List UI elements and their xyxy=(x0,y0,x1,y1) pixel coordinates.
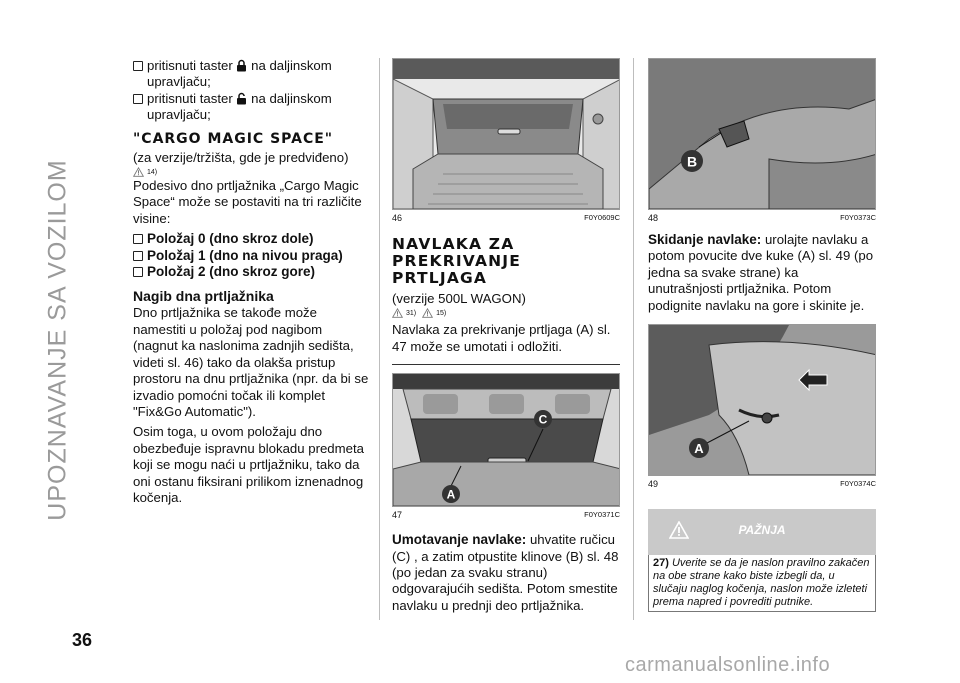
figure-46 xyxy=(392,58,620,210)
warning-box xyxy=(648,509,876,612)
luggage-cover-illustration xyxy=(393,374,620,506)
column-2 xyxy=(392,58,620,614)
column-3 xyxy=(648,58,876,612)
column-divider xyxy=(633,58,634,620)
figure-49-caption: 49 F0Y0374C xyxy=(648,479,876,490)
label-c: C xyxy=(538,412,548,427)
lock-closed-icon xyxy=(236,59,247,72)
warning-references: 31) 15) xyxy=(392,307,620,319)
position-item: Položaj 2 (dno skroz gore) xyxy=(133,264,369,280)
checkbox-icon xyxy=(133,251,143,261)
warning-header xyxy=(648,509,876,555)
tilt-paragraph-2: Osim toga, u ovom položaju dno obezbeđuje ispravnu blokadu predmeta koji se mogu naći u prtljažniku, tako da oni ostanu fiksirani prilikom iznenadnog kočenja. xyxy=(133,424,364,505)
label-b: B xyxy=(686,153,698,170)
label-a: A xyxy=(446,487,456,502)
warning-triangle-icon xyxy=(392,308,403,318)
figure-47 xyxy=(392,373,620,507)
checkbox-icon xyxy=(133,267,143,277)
checkbox-icon xyxy=(133,94,143,104)
roll-up-paragraph: Umotavanje navlake: uhvatite ručicu (C) , a zatim otpustite klinove (B) sl. 48 (po jedan za svaku stranu) odgovarajućih sedišta. Potom smestite navlaku u prednji deo prtljažnika. xyxy=(392,532,619,613)
figure-48 xyxy=(648,58,876,210)
position-item: Položaj 0 (dno skroz dole) xyxy=(133,231,369,247)
cargo-paragraph-1: Podesivo dno prtljažnika „Cargo Magic Space“ može se postaviti na tri različite visine: xyxy=(133,178,362,226)
cargo-magic-space-subtitle: (za verzije/tržišta, gde je predviđeno) xyxy=(133,149,349,165)
position-list xyxy=(133,231,369,280)
cover-paragraph-1: Navlaka za prekrivanje prtljaga (A) sl. 47 može se umotati i odložiti. xyxy=(392,322,611,354)
warning-reference: 14) xyxy=(133,166,369,178)
column-divider xyxy=(379,58,380,620)
position-item: Položaj 1 (dno na nivou praga) xyxy=(133,248,369,264)
warning-triangle-icon xyxy=(422,308,433,318)
tilt-paragraph-1: Dno prtljažnika se takođe može namestiti u položaj pod nagibom (nagnut ka naslonima zadnjih sedišta, videti sl. 46) tako da olakša pristup prostoru na dnu prtljažnika (npr. da bi se izvadio pomoćni točak ili komplet "Fix&Go Automatic"). xyxy=(133,305,369,419)
hook-illustration xyxy=(649,325,876,475)
cover-heading: NAVLAKA ZA PREKRIVANJE PRTLJAGA xyxy=(392,235,522,287)
tilt-heading: Nagib dna prtljažnika xyxy=(133,288,274,305)
section-side-title: UPOZNAVANJE SA VOZILOM xyxy=(43,159,72,521)
page-number: 36 xyxy=(72,630,93,650)
figure-49 xyxy=(648,324,876,476)
seat-pin-illustration xyxy=(649,59,876,209)
watermark-text: carmanualsonline.info xyxy=(625,654,831,676)
checkbox-icon xyxy=(133,234,143,244)
warning-title: PAŽNJA xyxy=(738,523,786,538)
cover-subtitle: (verzije 500L WAGON) xyxy=(392,291,526,306)
cargo-magic-space-heading: "CARGO MAGIC SPACE" xyxy=(133,130,334,147)
checkbox-icon xyxy=(133,61,143,71)
warning-text: 27) Uverite se da je naslon pravilno zakačen na obe strane kako biste izbegli da, u slučaju naglog kočenja, naslon može izleteti prema napred i povrediti putnike. xyxy=(648,555,876,612)
figure-48-caption: 48 F0Y0373C xyxy=(648,213,876,223)
lock-open-icon xyxy=(236,92,247,105)
bullet-lock-2: pritisnuti taster na daljinskom upravljaču; xyxy=(133,91,369,124)
figure-46-caption: 46 F0Y0609C xyxy=(392,213,620,223)
column-1 xyxy=(133,58,369,506)
remove-paragraph: Skidanje navlake: urolajte navlaku a potom povucite dve kuke (A) sl. 49 (po jedna sa svake strane) ka unutrašnjosti prtljažnika. Potom podignite navlaku na gore i skinite je. xyxy=(648,232,874,313)
label-a: A xyxy=(694,441,704,457)
trunk-floor-illustration xyxy=(393,59,620,209)
figure-47-caption: 47 F0Y0371C xyxy=(392,510,620,521)
bullet-lock-1: pritisnuti taster na daljinskom upravljaču; xyxy=(133,58,369,91)
figure-47-wrapper xyxy=(392,364,620,520)
warning-triangle-icon xyxy=(133,167,144,177)
